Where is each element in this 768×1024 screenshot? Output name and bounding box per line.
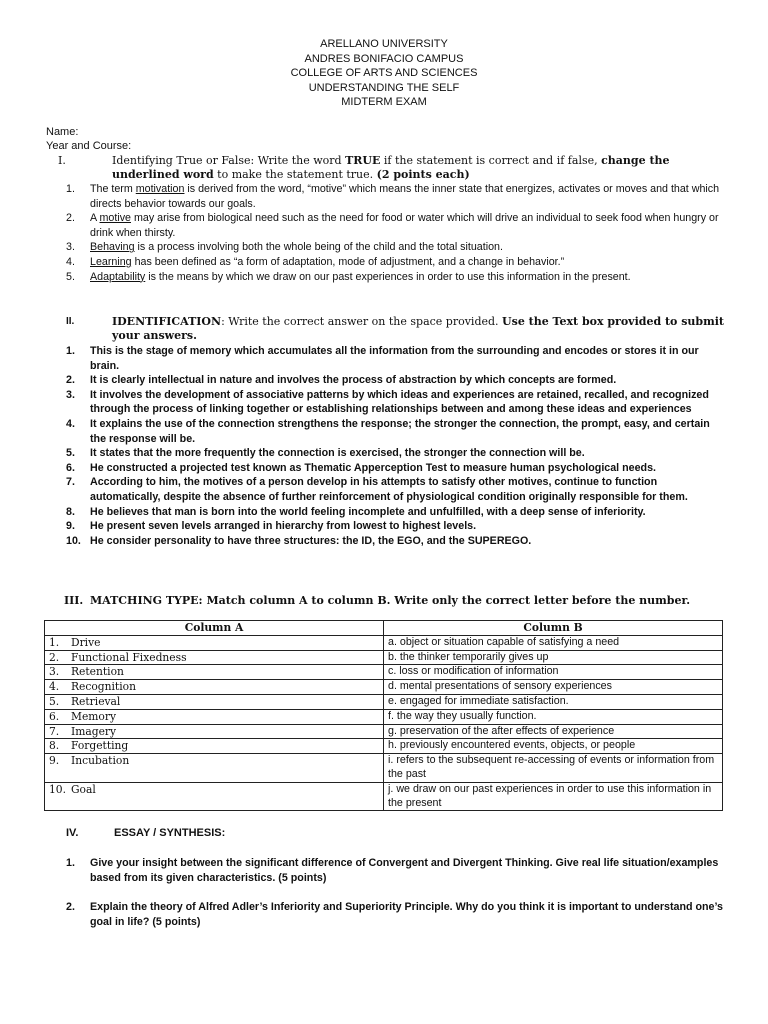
row-term: Drive <box>71 635 101 649</box>
list-item <box>66 270 726 285</box>
table-row <box>45 724 723 739</box>
column-a-header: Column A <box>45 621 384 636</box>
matching-table <box>44 620 723 811</box>
section-1-points: (2 points each) <box>376 168 470 181</box>
campus-name: ANDRES BONIFACIO CAMPUS <box>304 52 464 65</box>
underlined-word: Behaving <box>90 241 135 254</box>
item-text: has been defined as “a form of adaptation, mode of adjustment, and a change in behavior.” <box>131 255 565 268</box>
item-text: It is clearly intellectual in nature and involves the process of abstraction by which concepts are formed. <box>90 374 617 387</box>
list-item <box>66 255 726 270</box>
section-1-intro2: if the statement is correct and if false, <box>380 154 602 167</box>
row-number: 9. <box>49 754 60 768</box>
item-number: 1. <box>66 857 75 869</box>
item-text: He present seven levels arranged in hierarchy from lowest to highest levels. <box>90 520 477 533</box>
underlined-word: motivation <box>135 183 185 195</box>
item-text: Explain the theory of Alfred Adler’s Inferiority and Superiority Principle. Why do you think it is important to understand one’s goal in life? (5 points) <box>90 901 724 928</box>
item-text: Give your insight between the significant difference of Convergent and Divergent Thinking. Give real life situation/examples based from its given characteristics. (5 points) <box>90 857 719 884</box>
table-row <box>45 694 723 709</box>
section-1-intro3: to make the statement true. <box>213 168 377 181</box>
column-b-cell: h. previously encountered events, objects, or people <box>384 739 723 754</box>
item-number: 6. <box>66 461 75 474</box>
row-number: 7. <box>49 724 60 738</box>
section-2-intro: : Write the correct answer on the space provided. <box>221 315 503 328</box>
item-number: 2. <box>66 212 75 225</box>
year-course-label: Year and Course: <box>46 140 132 152</box>
item-number: 5. <box>66 270 75 283</box>
item-text: is derived from the word, “motive” which means the inner state that energizes, activates or moves and that which directs behavior towards our goals. <box>90 183 720 210</box>
section-3-instructions: MATCHING TYPE: Match column A to column B. Write only the correct letter before the number. <box>90 594 691 607</box>
column-a-cell <box>45 709 384 724</box>
row-term: Forgetting <box>71 739 129 753</box>
row-term: Imagery <box>71 724 117 738</box>
column-b-cell: f. the way they usually function. <box>384 709 723 724</box>
column-a-cell <box>45 680 384 695</box>
table-row <box>45 635 723 650</box>
section-1-number: I. <box>58 154 66 167</box>
table-row <box>45 665 723 680</box>
list-item <box>66 388 726 417</box>
item-text: It states that the more frequently the connection is exercised, the stronger the connection will be. <box>90 447 585 460</box>
item-number: 8. <box>66 505 75 518</box>
list-item <box>66 505 726 520</box>
course-title: UNDERSTANDING THE SELF <box>308 81 460 94</box>
university-name: ARELLANO UNIVERSITY <box>320 38 448 50</box>
section-3-number: III. <box>64 594 84 607</box>
row-number: 10. <box>49 782 66 796</box>
item-number: 2. <box>66 901 75 913</box>
table-row <box>45 709 723 724</box>
row-number: 6. <box>49 709 60 723</box>
table-row <box>45 739 723 754</box>
list-item <box>66 211 726 240</box>
section-2-title: IDENTIFICATION <box>112 315 222 328</box>
column-a-cell <box>45 694 384 709</box>
item-text: may arise from biological need such as the need for food or water which will drive an individual to seek food when hungry or drink when thirsty. <box>90 212 719 239</box>
column-a-cell <box>45 782 384 811</box>
item-text: It involves the development of associative patterns by which ideas and experiences are retained, recalled, and recognized through the process of linking together or establishing relationships between and among these ideas and experiences <box>90 388 709 416</box>
column-b-cell: d. mental presentations of sensory experiences <box>384 680 723 695</box>
column-a-cell <box>45 635 384 650</box>
exam-title: MIDTERM EXAM <box>341 96 427 109</box>
list-item <box>66 534 726 549</box>
underlined-word: Learning <box>90 255 132 268</box>
section-1-bold-part: change the underlined word <box>112 154 670 181</box>
row-number: 8. <box>49 739 60 753</box>
row-term: Memory <box>71 709 116 723</box>
row-number: 4. <box>49 680 60 694</box>
item-number: 5. <box>66 447 75 460</box>
item-number: 9. <box>66 520 75 533</box>
section-1-instructions <box>112 154 732 182</box>
item-number: 3. <box>66 388 75 401</box>
column-a-cell <box>45 739 384 754</box>
row-term: Recognition <box>71 680 136 694</box>
column-a-cell <box>45 650 384 665</box>
column-b-cell: c. loss or modification of information <box>384 665 723 680</box>
item-number: 3. <box>66 241 75 254</box>
column-b-header: Column B <box>384 621 723 636</box>
college-name: COLLEGE OF ARTS AND SCIENCES <box>290 67 478 80</box>
item-text: is the means by which we draw on our past experiences in order to use this information in the present. <box>145 270 631 283</box>
row-term: Goal <box>71 782 96 796</box>
section-2-number: II. <box>66 316 75 327</box>
column-b-cell: g. preservation of the after effects of experience <box>384 724 723 739</box>
row-number: 3. <box>49 665 60 679</box>
item-number: 4. <box>66 417 75 430</box>
table-row <box>45 782 723 811</box>
row-term: Retrieval <box>71 694 121 708</box>
column-b-cell: a. object or situation capable of satisfying a need <box>384 635 723 650</box>
section-2-list <box>66 344 726 548</box>
row-term: Retention <box>71 665 124 679</box>
section-4-heading <box>66 826 226 840</box>
item-text: A <box>90 212 100 225</box>
table-row <box>45 754 723 783</box>
column-a-cell <box>45 665 384 680</box>
column-b-cell: e. engaged for immediate satisfaction. <box>384 694 723 709</box>
section-2-bold-part: Use the Text box provided to submit your answers. <box>112 315 724 342</box>
item-text: is a process involving both the whole being of the child and the total situation. <box>134 241 503 254</box>
row-term: Functional Fixedness <box>71 650 187 664</box>
list-item <box>66 519 726 534</box>
section-1-true-word: TRUE <box>345 154 381 167</box>
row-term: Incubation <box>71 754 130 768</box>
column-b-cell: b. the thinker temporarily gives up <box>384 650 723 665</box>
list-item <box>66 344 726 373</box>
name-label: Name: <box>46 126 79 138</box>
row-number: 5. <box>49 694 60 708</box>
list-item <box>66 373 726 388</box>
item-text: The term <box>90 183 136 195</box>
list-item <box>66 461 726 476</box>
item-text: According to him, the motives of a person develop in his attempts to satisfy other motives, continue to function automatically, despite the absence of further reinforcement of physiological condition originally responsible for them. <box>90 476 688 503</box>
underlined-word: Adaptability <box>90 270 146 283</box>
item-text: This is the stage of memory which accumulates all the information from the surrounding and encodes or stores it in our brain. <box>90 345 699 372</box>
list-item <box>66 417 726 446</box>
row-number: 1. <box>49 635 60 649</box>
column-b-cell: j. we draw on our past experiences in order to use this information in the present <box>384 782 723 811</box>
item-number: 4. <box>66 255 75 268</box>
table-row <box>45 650 723 665</box>
item-text: It explains the use of the connection strengthens the response; the stronger the connection, the prompt, easy, and certain the response will be. <box>90 417 710 445</box>
section-4-number: IV. <box>66 827 79 839</box>
section-1-list <box>66 182 726 284</box>
list-item <box>66 900 726 929</box>
list-item <box>66 446 726 461</box>
item-number: 2. <box>66 374 75 387</box>
item-text: He constructed a projected test known as Thematic Apperception Test to measure human psychological needs. <box>90 461 656 474</box>
item-number: 1. <box>66 345 75 357</box>
section-4-title: ESSAY / SYNTHESIS: <box>114 827 226 839</box>
section-1-intro: Identifying True or False: Write the word <box>112 154 346 167</box>
column-b-cell: i. refers to the subsequent re-accessing of events or information from the past <box>384 754 723 783</box>
list-item <box>66 856 726 885</box>
table-header-row <box>45 621 723 636</box>
column-a-cell <box>45 724 384 739</box>
item-number: 7. <box>66 476 75 489</box>
essay-item-2 <box>66 900 726 929</box>
table-row <box>45 680 723 695</box>
section-2-instructions <box>112 315 732 343</box>
row-number: 2. <box>49 650 60 664</box>
item-number: 10. <box>66 534 81 547</box>
list-item <box>66 475 726 504</box>
item-text: He consider personality to have three structures: the ID, the EGO, and the SUPEREGO. <box>90 534 532 547</box>
column-a-cell <box>45 754 384 783</box>
list-item <box>66 240 726 255</box>
essay-item-1 <box>66 856 726 885</box>
list-item <box>66 182 726 211</box>
exam-header <box>0 37 768 110</box>
underlined-word: motive <box>99 212 131 225</box>
item-text: He believes that man is born into the world feeling incomplete and unfulfilled, with a deep sense of inferiority. <box>90 505 646 518</box>
item-number: 1. <box>66 183 75 195</box>
